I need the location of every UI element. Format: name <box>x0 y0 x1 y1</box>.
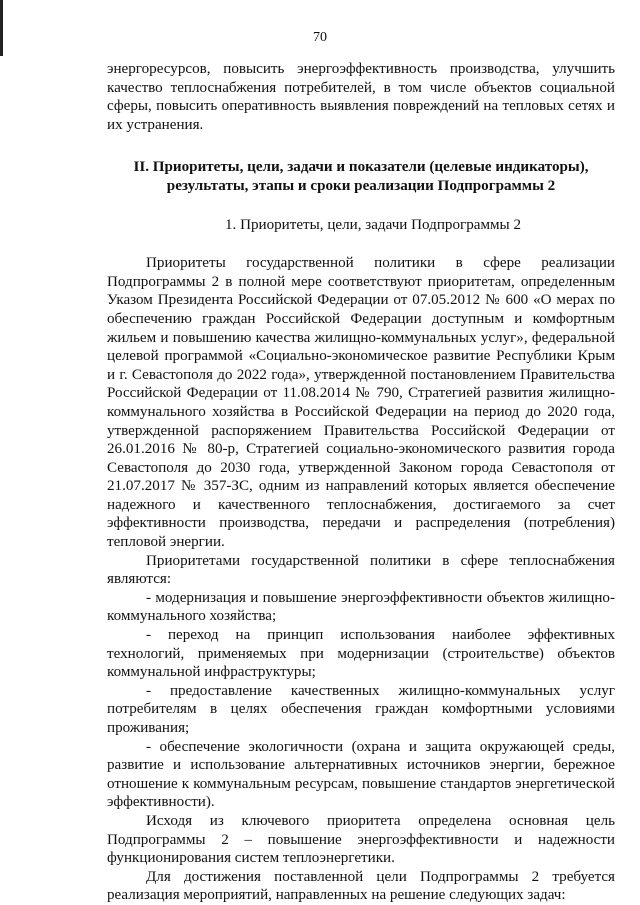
priorities-paragraph: Приоритеты государственной политики в сфере реализации Подпрограммы 2 в полной мере соответствуют приоритетам, определенным Указом Президента Российской Федерации от 07.05.2012 № 600 «О мерах по обеспечению граждан Российской Федерации доступным и комфортным жильем и повышению качества жилищно-коммунальных услуг», федеральной целевой программой «Социально-экономическое развитие Республики Крым и г. Севастополя до 2022 года», утвержденной постановлением Правительства Российской Федерации от 11.08.2014 № 790, Стратегией развития жилищно-коммунального хозяйства в Российской Федерации на период до 2020 года, утвержденной распоряжением Правительства Российской Федерации от 26.01.2016 № 80-р, Стратегией социально-экономического развития города Севастополя до 2030 года, утвержденной Законом города Севастополя от 21.07.2017 № 357-ЗС, одним из направлений которых является обеспечение надежного и качественного теплоснабжения, достигаемого за счет эффективности производства, передачи и распределения (потребления) тепловой энергии. <box>107 255 615 551</box>
section-heading: II. Приоритеты, цели, задачи и показатели (целевые индикаторы), результаты, этапы и сроки реализации Подпрограммы 2 <box>133 159 589 194</box>
tasks-paragraph: Для достижения поставленной цели Подпрограммы 2 требуется реализация мероприятий, направленных на решение следующих задач: <box>107 868 615 904</box>
bullet-item: - переход на принцип использования наиболее эффективных технологий, применяемых при модернизации (строительстве) объектов коммунальной инфраструктуры; <box>107 627 615 681</box>
document-body <box>107 60 615 905</box>
binding-edge-line <box>0 0 3 56</box>
bullet-item: - предоставление качественных жилищно-коммунальных услуг потребителям в целях обеспечения граждан комфортными условиями проживания; <box>107 682 615 736</box>
bullet-item: - модернизация и повышение энергоэффективности объектов жилищно-коммунального хозяйства; <box>107 589 615 625</box>
goal-paragraph: Исходя из ключевого приоритета определена основная цель Подпрограммы 2 – повышение энергоэффективности и надежности функционирования систем теплоэнергетики. <box>107 812 615 867</box>
heat-priorities-paragraph: Приоритетами государственной политики в сфере теплоснабжения являются: <box>107 552 615 588</box>
page-number: 70 <box>313 30 327 45</box>
subsection-heading: 1. Приоритеты, цели, задачи Подпрограммы 2 <box>224 216 522 233</box>
intro-paragraph: энергоресурсов, повысить энергоэффективность производства, улучшить качество теплоснабжения потребителей, в том числе объектов социальной сферы, повысить оперативность выявления повреждений на тепловых сетях и их устранения. <box>107 61 615 133</box>
bullet-item: - обеспечение экологичности (охрана и защита окружающей среды, развитие и использование альтернативных источников энергии, бережное отношение к коммунальным ресурсам, повышение стандартов энергетической эффективности). <box>107 738 615 811</box>
